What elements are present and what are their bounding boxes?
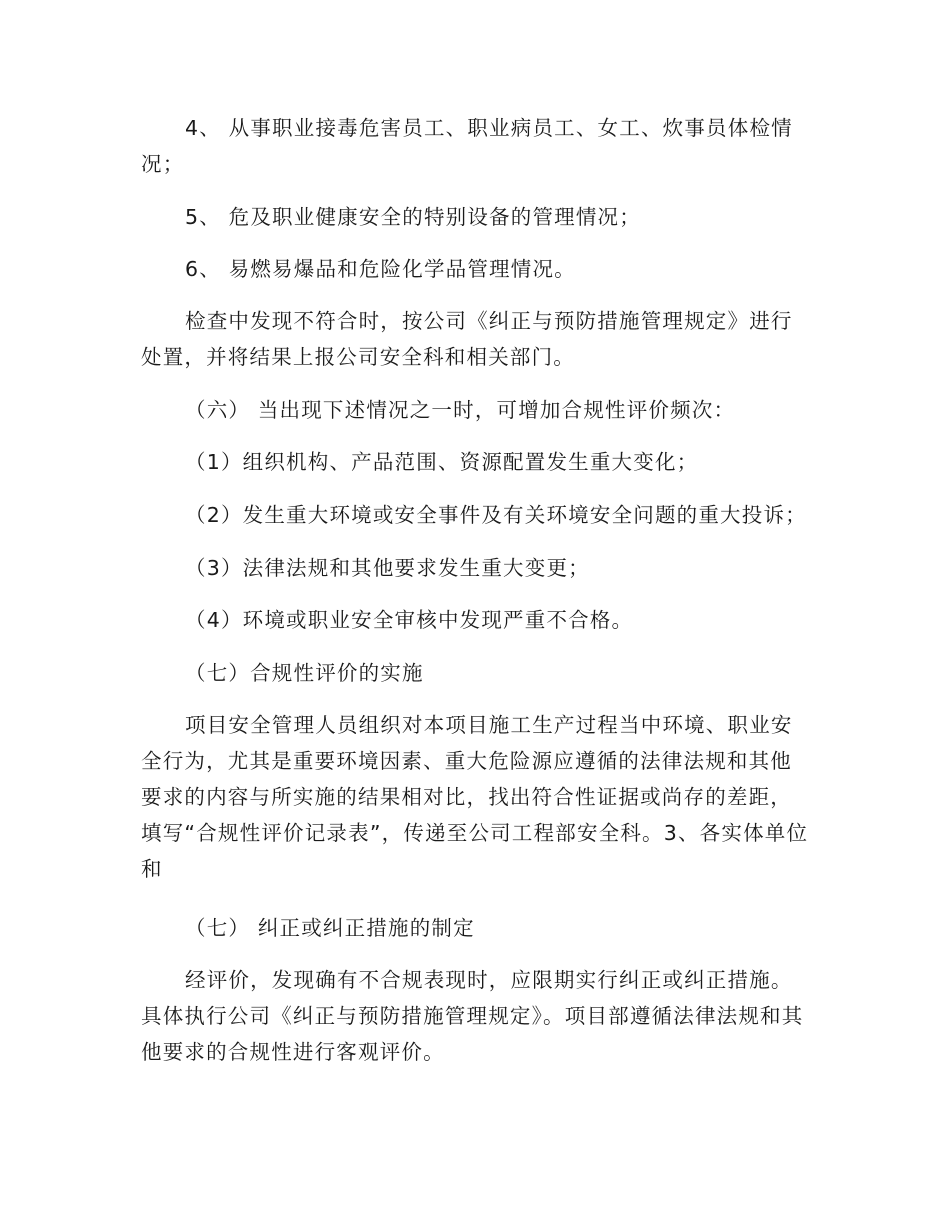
section-6-heading: （六） 当出现下述情况之一时，可增加合规性评价频次：	[185, 398, 736, 422]
item-4: 4、 从事职业接毒危害员工、职业病员工、女工、炊事员体检情况；	[141, 116, 793, 176]
section-7-heading: （七）合规性评价的实施	[185, 661, 424, 685]
item-6: 6、 易燃易爆品和危险化学品管理情况。	[185, 257, 576, 281]
section-7b-heading: （七） 纠正或纠正措施的制定	[185, 916, 475, 940]
section-7-body: 项目安全管理人员组织对本项目施工生产过程当中环境、职业安全行为，尤其是重要环境因素、重大危险源应遵循的法律法规和其他要求的内容与所实施的结果相对比，找出符合性证据或尚存的差距，填写“合规性评价记录表”，传递至公司工程部安全科。3、各实体单位和	[141, 713, 809, 881]
check-paragraph: 检查中发现不符合时，按公司《纠正与预防措施管理规定》进行处置，并将结果上报公司安全科和相关部门。	[141, 309, 793, 369]
item-5: 5、 危及职业健康安全的特别设备的管理情况；	[185, 205, 641, 229]
section-7b-body: 经评价，发现确有不合规表现时，应限期实行纠正或纠正措施。具体执行公司《纠正与预防措施管理规定》。项目部遵循法律法规和其他要求的合规性进行客观评价。	[141, 968, 804, 1064]
condition-2: （2）发生重大环境或安全事件及有关环境安全问题的重大投诉；	[185, 503, 807, 527]
condition-4: （4）环境或职业安全审核中发现严重不合格。	[185, 608, 634, 632]
condition-1: （1）组织机构、产品范围、资源配置发生重大变化；	[185, 450, 699, 474]
condition-3: （3）法律法规和其他要求发生重大变更；	[185, 556, 590, 580]
